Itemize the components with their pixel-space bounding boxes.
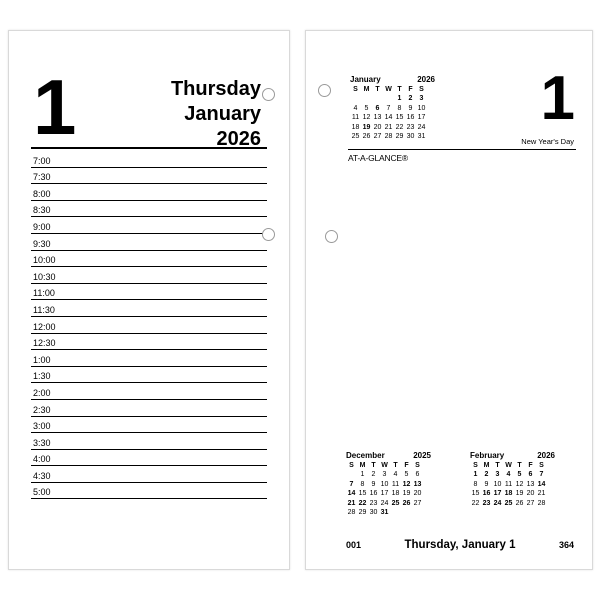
mini-calendar-grid: [350, 85, 435, 141]
mini-calendar-weekday: W: [381, 462, 388, 469]
mini-calendar-day[interactable]: 14: [384, 114, 393, 122]
mini-calendar-grid: [346, 461, 431, 517]
date-heading: [171, 77, 261, 152]
appointment-time-label: 9:30: [33, 238, 51, 249]
mini-calendar-day[interactable]: 23: [482, 499, 491, 507]
mini-calendar-weekday: W: [385, 86, 392, 93]
appointment-row[interactable]: [31, 251, 267, 268]
appointment-time-label: 3:30: [33, 437, 51, 448]
mini-calendar-day[interactable]: 14: [537, 480, 546, 488]
mini-calendar-day[interactable]: 3: [495, 471, 500, 479]
appointment-row[interactable]: [31, 334, 267, 351]
mini-calendar-day[interactable]: 29: [358, 509, 367, 517]
punch-hole-right-top: [318, 84, 331, 97]
appointment-time-label: 9:00: [33, 221, 51, 232]
mini-calendar-weekday: S: [349, 462, 354, 469]
mini-calendar-day[interactable]: 2: [484, 471, 489, 479]
mini-calendar-day[interactable]: 26: [362, 133, 371, 141]
left-calendar-page: [8, 30, 290, 570]
mini-calendar-day[interactable]: 12: [362, 114, 371, 122]
mini-calendar-day[interactable]: 27: [373, 133, 382, 141]
mini-calendar-day[interactable]: 23: [369, 499, 378, 507]
mini-calendar-weekday: S: [353, 86, 358, 93]
day-of-year: 001: [346, 540, 362, 550]
mini-calendar-day[interactable]: 21: [537, 490, 546, 498]
mini-calendar-day[interactable]: 7: [349, 480, 354, 488]
mini-calendar-day[interactable]: 21: [347, 499, 356, 507]
mini-calendar-day[interactable]: 3: [419, 95, 424, 103]
mini-calendar-month: January: [350, 75, 381, 84]
mini-calendar-day[interactable]: 10: [380, 480, 389, 488]
mini-calendar-day[interactable]: 19: [402, 490, 411, 498]
year-label: 2026: [216, 128, 261, 150]
mini-calendar-day[interactable]: 26: [515, 499, 524, 507]
mini-calendar-day[interactable]: 8: [360, 480, 365, 488]
mini-calendar-day[interactable]: 11: [351, 114, 360, 122]
mini-calendar-day[interactable]: 18: [351, 123, 360, 131]
page-footer: [346, 539, 574, 551]
appointment-row[interactable]: [31, 284, 267, 301]
mini-calendar-day[interactable]: 5: [517, 471, 522, 479]
mini-calendar-day[interactable]: 28: [537, 499, 546, 507]
appointment-time-label: 8:00: [33, 188, 51, 199]
mini-calendar-day[interactable]: 28: [347, 509, 356, 517]
appointment-time-label: 12:00: [33, 321, 56, 332]
mini-calendar-day[interactable]: 7: [539, 471, 544, 479]
appointment-time-label: 12:30: [33, 338, 56, 349]
mini-calendar-day[interactable]: 2: [408, 95, 413, 103]
appointment-row[interactable]: [31, 151, 267, 168]
mini-calendar-day[interactable]: 15: [395, 114, 404, 122]
mini-calendar-day[interactable]: 9: [371, 480, 376, 488]
mini-calendar-day[interactable]: 22: [395, 123, 404, 131]
appointment-time-label: 10:00: [33, 255, 56, 266]
mini-calendar-day[interactable]: 16: [406, 114, 415, 122]
punch-hole-left-mid: [262, 228, 275, 241]
mini-calendar-day[interactable]: 24: [417, 123, 426, 131]
mini-calendar-day[interactable]: 13: [373, 114, 382, 122]
mini-calendar-day[interactable]: 11: [391, 480, 400, 488]
mini-calendar-day[interactable]: 12: [515, 480, 524, 488]
appointment-time-label: 2:00: [33, 387, 51, 398]
mini-calendar-day[interactable]: 4: [353, 104, 358, 112]
appointment-time-label: 2:30: [33, 404, 51, 415]
appointment-time-label: 3:00: [33, 421, 51, 432]
mini-calendar-weekday: M: [483, 462, 490, 469]
mini-calendar-day[interactable]: 1: [397, 95, 402, 103]
mini-calendar-header: [350, 75, 435, 84]
mini-calendar-day[interactable]: 27: [526, 499, 535, 507]
mini-calendar-weekday: S: [539, 462, 544, 469]
mini-calendar-day[interactable]: 4: [506, 471, 511, 479]
appointment-time-label: 11:00: [33, 288, 55, 299]
mini-calendar-day[interactable]: 24: [493, 499, 502, 507]
mini-calendar-day[interactable]: 6: [375, 104, 380, 112]
mini-calendar-day[interactable]: 6: [415, 471, 420, 479]
mini-calendar-day[interactable]: 16: [369, 490, 378, 498]
mini-calendar-day[interactable]: 30: [369, 509, 378, 517]
mini-calendar-day[interactable]: 14: [347, 490, 356, 498]
holiday-note: New Year's Day: [521, 137, 574, 146]
mini-calendar-day[interactable]: 17: [417, 114, 426, 122]
mini-calendar-grid: [470, 461, 555, 508]
mini-calendar-blank: [350, 94, 361, 103]
right-day-number: 1: [540, 64, 572, 133]
mini-calendar-day[interactable]: 20: [413, 490, 422, 498]
mini-calendar-day[interactable]: 9: [484, 480, 489, 488]
appointment-row[interactable]: [31, 267, 267, 284]
appointment-row[interactable]: [31, 433, 267, 450]
appointment-time-label: 4:30: [33, 470, 51, 481]
mini-calendar-day[interactable]: 31: [380, 509, 389, 517]
appointment-time-label: 7:30: [33, 172, 51, 183]
mini-calendar-day[interactable]: 13: [413, 480, 422, 488]
mini-calendar-day[interactable]: 5: [404, 471, 409, 479]
punch-hole-left-top: [262, 88, 275, 101]
mini-calendar-header: [470, 451, 555, 460]
mini-calendar-day[interactable]: 6: [528, 471, 533, 479]
mini-calendar-day[interactable]: 15: [471, 490, 480, 498]
mini-calendar-day[interactable]: 4: [393, 471, 398, 479]
mini-calendar-day[interactable]: 8: [473, 480, 478, 488]
mini-calendar-weekday: S: [415, 462, 420, 469]
month-label: January: [184, 103, 261, 125]
mini-calendar-day[interactable]: 10: [417, 104, 426, 112]
mini-calendar-day[interactable]: 17: [493, 490, 502, 498]
appointment-row[interactable]: [31, 184, 267, 201]
mini-calendar-weekday: S: [419, 86, 424, 93]
mini-calendar-weekday: T: [397, 86, 402, 93]
mini-calendar-day[interactable]: 12: [402, 480, 411, 488]
mini-calendar-day[interactable]: 26: [402, 499, 411, 507]
mini-calendar-day[interactable]: 19: [515, 490, 524, 498]
mini-calendar-weekday: W: [505, 462, 512, 469]
mini-calendar-day[interactable]: 10: [493, 480, 502, 488]
appointment-time-label: 1:00: [33, 354, 51, 365]
footer-date: Thursday, January 1: [404, 539, 516, 551]
mini-calendar-weekday: M: [363, 86, 370, 93]
mini-calendar-january: [350, 75, 435, 141]
appointment-row[interactable]: [31, 317, 267, 334]
mini-calendar-blank: [383, 94, 394, 103]
mini-calendar-year: 2025: [413, 451, 431, 460]
mini-calendar-blank: [372, 94, 383, 103]
mini-calendar-weekday: T: [371, 462, 376, 469]
mini-calendar-day[interactable]: 31: [417, 133, 426, 141]
mini-calendar-day[interactable]: 1: [473, 471, 478, 479]
mini-calendar-day[interactable]: 18: [391, 490, 400, 498]
mini-calendar-weekday: T: [393, 462, 398, 469]
mini-calendar-day[interactable]: 11: [504, 480, 513, 488]
mini-calendar-month: December: [346, 451, 385, 460]
mini-calendar-header: [346, 451, 431, 460]
mini-calendar-day[interactable]: 27: [413, 499, 422, 507]
mini-calendar-weekday: T: [495, 462, 500, 469]
mini-calendar-february: [470, 451, 555, 508]
mini-calendar-day[interactable]: 1: [360, 471, 365, 479]
mini-calendar-year: 2026: [537, 451, 555, 460]
mini-calendar-blank: [346, 470, 357, 479]
mini-calendar-day[interactable]: 15: [358, 490, 367, 498]
mini-calendar-day[interactable]: 19: [362, 123, 371, 131]
mini-calendar-weekday: M: [359, 462, 366, 469]
appointment-time-list: [31, 151, 267, 499]
mini-calendar-day[interactable]: 18: [504, 490, 513, 498]
appointment-row[interactable]: [31, 350, 267, 367]
appointment-time-label: 4:00: [33, 454, 51, 465]
mini-calendar-year: 2026: [417, 75, 435, 84]
appointment-row[interactable]: [31, 466, 267, 483]
mini-calendar-weekday: F: [404, 462, 409, 469]
mini-calendar-day[interactable]: 9: [408, 104, 413, 112]
right-calendar-page: [305, 30, 593, 570]
appointment-row[interactable]: [31, 367, 267, 384]
heading-divider: [31, 147, 267, 149]
appointment-row[interactable]: [31, 400, 267, 417]
mini-calendar-weekday: T: [375, 86, 380, 93]
appointment-time-label: 8:30: [33, 205, 51, 216]
weekday-label: Thursday: [170, 78, 261, 100]
mini-calendar-day[interactable]: 21: [384, 123, 393, 131]
mini-calendar-weekday: F: [408, 86, 413, 93]
days-remaining: 364: [558, 540, 574, 550]
appointment-row[interactable]: [31, 417, 267, 434]
mini-calendar-blank: [361, 94, 372, 103]
mini-calendar-day[interactable]: 25: [504, 499, 513, 507]
mini-calendar-day[interactable]: 22: [471, 499, 480, 507]
mini-calendar-day[interactable]: 16: [482, 490, 491, 498]
appointment-row[interactable]: [31, 217, 267, 234]
mini-calendar-day[interactable]: 24: [380, 499, 389, 507]
appointment-row[interactable]: [31, 483, 267, 500]
appointment-row[interactable]: [31, 234, 267, 251]
mini-calendar-day[interactable]: 7: [386, 104, 391, 112]
mini-calendar-day[interactable]: 22: [358, 499, 367, 507]
appointment-row[interactable]: [31, 450, 267, 467]
mini-calendar-day[interactable]: 13: [526, 480, 535, 488]
appointment-time-label: 7:00: [33, 155, 51, 166]
mini-calendar-day[interactable]: 25: [391, 499, 400, 507]
left-day-number: 1: [33, 63, 74, 151]
appointment-row[interactable]: [31, 168, 267, 185]
mini-calendar-day[interactable]: 3: [382, 471, 387, 479]
appointment-time-label: 10:30: [33, 271, 56, 282]
appointment-row[interactable]: [31, 201, 267, 218]
right-page-divider: [348, 149, 576, 150]
mini-calendar-december: [346, 451, 431, 517]
punch-hole-right-mid: [325, 230, 338, 243]
mini-calendar-day[interactable]: 25: [351, 133, 360, 141]
mini-calendar-weekday: T: [517, 462, 522, 469]
mini-calendar-day[interactable]: 20: [373, 123, 382, 131]
mini-calendar-day[interactable]: 28: [384, 133, 393, 141]
mini-calendar-month: February: [470, 451, 505, 460]
appointment-time-label: 11:30: [33, 304, 55, 315]
brand-label: AT-A-GLANCE®: [348, 153, 408, 163]
mini-calendar-day[interactable]: 2: [371, 471, 376, 479]
mini-calendar-day[interactable]: 20: [526, 490, 535, 498]
mini-calendar-day[interactable]: 23: [406, 123, 415, 131]
appointment-row[interactable]: [31, 300, 267, 317]
mini-calendar-weekday: S: [473, 462, 478, 469]
mini-calendar-day[interactable]: 17: [380, 490, 389, 498]
mini-calendar-day[interactable]: 29: [395, 133, 404, 141]
appointment-time-label: 1:30: [33, 371, 51, 382]
appointment-time-label: 5:00: [33, 487, 51, 498]
mini-calendar-day[interactable]: 30: [406, 133, 415, 141]
mini-calendar-day[interactable]: 8: [397, 104, 402, 112]
appointment-row[interactable]: [31, 383, 267, 400]
mini-calendar-day[interactable]: 5: [364, 104, 369, 112]
mini-calendar-weekday: F: [528, 462, 533, 469]
